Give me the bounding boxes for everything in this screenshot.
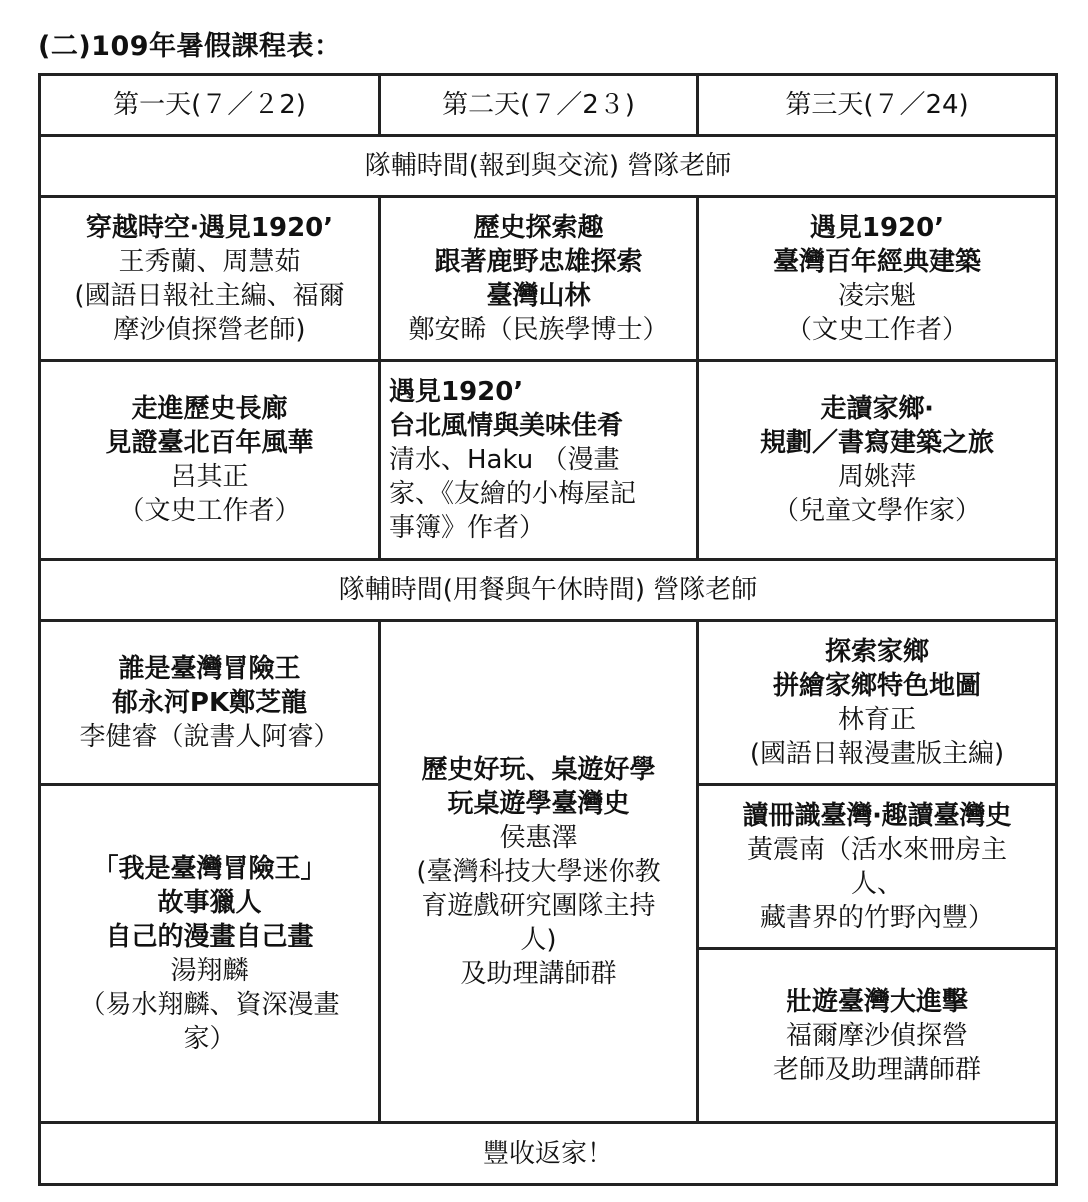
schedule-table — [38, 73, 1058, 1186]
session-speaker-text: （兒童文學作家） — [772, 496, 981, 526]
session-title: 「我是臺灣冒險王」 — [92, 853, 327, 884]
session-speaker-text: 侯惠澤 — [499, 822, 578, 853]
session-title: 走進歷史長廊 — [131, 394, 288, 424]
session-speaker-text: (臺灣科技大學迷你教 — [416, 856, 661, 887]
session-speaker-text: 人、 — [850, 868, 903, 899]
session-cell — [40, 361, 380, 560]
page-title: (二)109年暑假課程表： — [38, 31, 342, 62]
team-time-row-lunch: 隊輔時間(用餐與午休時間) 營隊老師 — [40, 560, 1057, 621]
session-speaker-text: 事簿》作者） — [389, 513, 546, 543]
session-title: 故事獵人 — [157, 887, 262, 918]
session-speaker-text: （文史工作者） — [785, 314, 968, 345]
team-time-row-checkin: 隊輔時間(報到與交流) 營隊老師 — [40, 136, 1057, 197]
session-cell — [698, 621, 1057, 785]
session-speaker-text: 摩沙偵探營老師) — [113, 314, 306, 345]
session-title: 歷史探索趣 — [473, 212, 604, 243]
session-title: 玩桌遊學臺灣史 — [447, 788, 630, 819]
session-cell — [380, 621, 698, 1123]
session-speaker-text: 凌宗魁 — [837, 280, 916, 311]
session-speaker-text: 黃震南（活水來冊房主 — [746, 834, 1007, 865]
session-speaker-text: 福爾摩沙偵探營 — [785, 1020, 968, 1051]
session-cell — [698, 949, 1057, 1123]
return-home-row: 豐收返家！ — [40, 1123, 1057, 1185]
session-speaker-text: 家、《友繪的小梅屋記 — [389, 479, 637, 509]
session-title: 郁永河PK鄭芝龍 — [111, 687, 308, 718]
session-title: 走讀家鄉‧ — [820, 394, 934, 424]
session-title: 歷史好玩、桌遊好學 — [421, 754, 656, 785]
session-title: 見證臺北百年風華 — [105, 428, 314, 458]
session-cell — [698, 197, 1057, 361]
day-header-1: 第一天(７／２2) — [40, 75, 380, 136]
session-title: 遇見1920’ — [809, 212, 945, 243]
session-speaker-text: 人) — [520, 924, 557, 955]
session-speaker-text: 周姚萍 — [837, 462, 916, 492]
day-header-row — [40, 75, 1057, 136]
day-header-3: 第三天(７／24) — [698, 75, 1057, 136]
session-speaker-text: 育遊戲研究團隊主持 — [421, 890, 656, 921]
session-speaker-text: 王秀蘭、周慧茹 — [118, 246, 301, 277]
session-speaker-text: (國語日報社主編、福爾 — [74, 280, 345, 311]
session-title: 跟著鹿野忠雄探索 — [434, 246, 643, 277]
session-speaker-text: 湯翔麟 — [170, 955, 249, 986]
session-speaker-text: 林育正 — [837, 704, 916, 735]
session-title: 台北風情與美味佳肴 — [389, 411, 624, 441]
session-cell — [698, 785, 1057, 949]
session-speaker-text: （文史工作者） — [118, 496, 301, 526]
session-cell — [40, 785, 380, 1123]
session-title: 臺灣山林 — [486, 280, 591, 311]
session-title: 穿越時空‧遇見1920’ — [85, 212, 334, 243]
session-title: 自己的漫畫自己畫 — [105, 921, 314, 952]
day-header-2: 第二天(７／2３) — [380, 75, 698, 136]
session-title: 探索家鄉 — [824, 636, 929, 667]
session-title: 壯遊臺灣大進擊 — [785, 986, 968, 1017]
session-speaker-text: (國語日報漫畫版主編) — [749, 738, 1005, 769]
session-speaker-text: （易水翔麟、資深漫畫 — [79, 989, 340, 1020]
session-cell — [380, 197, 698, 361]
session-title: 拼繪家鄉特色地圖 — [772, 670, 981, 701]
session-cell — [40, 621, 380, 785]
session-speaker-text: 家） — [183, 1023, 236, 1054]
session-speaker-text: 老師及助理講師群 — [772, 1054, 981, 1085]
session-title: 遇見1920’ — [389, 377, 524, 407]
session-speaker-text: 李健睿（說書人阿睿） — [79, 721, 340, 752]
session-speaker-text: 鄭安睎（民族學博士） — [408, 314, 669, 345]
session-title: 誰是臺灣冒險王 — [118, 653, 301, 684]
session-cell — [40, 197, 380, 361]
session-speaker-text: 清水、Haku （漫畫 — [389, 445, 620, 475]
session-cell — [698, 361, 1057, 560]
session-cell — [380, 361, 698, 560]
session-speaker-text: 呂其正 — [170, 462, 249, 492]
session-title: 讀冊識臺灣‧趣讀臺灣史 — [742, 800, 1012, 831]
session-title: 規劃／書寫建築之旅 — [759, 428, 994, 458]
session-speaker-text: 及助理講師群 — [460, 958, 617, 989]
session-title: 臺灣百年經典建築 — [772, 246, 981, 277]
session-speaker-text: 藏書界的竹野內豐） — [759, 902, 994, 933]
